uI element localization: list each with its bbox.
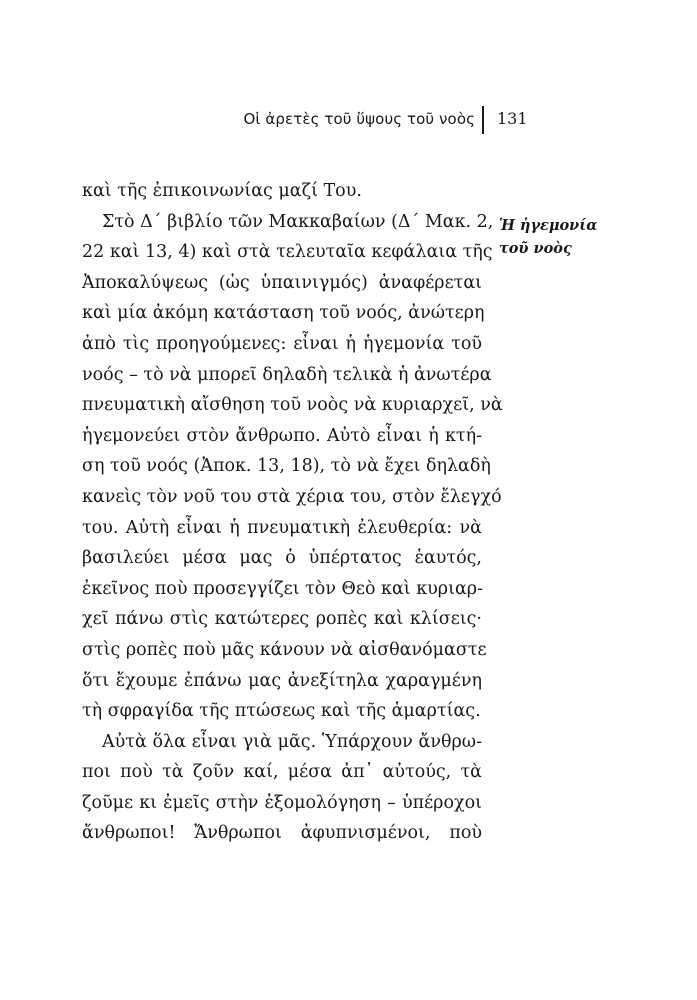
header-divider: [482, 106, 484, 134]
text-line: Στὸ Δ΄ βιβλίο τῶν Μακκαβαίων (Δ΄ Μακ. 2,: [102, 211, 494, 232]
text-line: ἐκεῖνος ποὺ προσεγγίζει τὸν Θεὸ καὶ κυριαρ-: [82, 578, 483, 599]
text-line: στὶς ροπὲς ποὺ μᾶς κάνουν νὰ αἰσθανόμαστε: [82, 639, 487, 660]
text-line: ἡγεμονεύει στὸν ἄνθρωπο. Αὐτὸ εἶναι ἡ κτή-: [82, 425, 482, 446]
text-line: Ἀποκαλύψεως (ὡς ὑπαινιγμός) ἀναφέρεται: [82, 272, 482, 293]
margin-note: [499, 214, 597, 260]
text-line: ὅτι ἔχουμε ἐπάνω μας ἀνεξίτηλα χαραγμένη: [82, 670, 482, 691]
text-line: καὶ τῆς ἐπικοινωνίας μαζί Του.: [82, 181, 362, 201]
running-title: Οἱ ἀρετὲς τοῦ ὕψους τοῦ νοὸς: [243, 110, 475, 128]
text-line: βασιλεύει μέσα μας ὁ ὑπέρτατος ἑαυτός,: [82, 548, 482, 569]
body-text: [82, 176, 503, 849]
text-line: πνευματικὴ αἴσθηση τοῦ νοὸς νὰ κυριαρχεῖ, νὰ: [82, 395, 503, 416]
text-line: ἀπὸ τὶς προηγούμενες: εἶναι ἡ ἡγεμονία τοῦ: [82, 333, 482, 354]
text-line: του. Αὐτὴ εἶναι ἡ πνευματικὴ ἐλευθερία: νὰ: [82, 517, 482, 538]
text-line: χεῖ πάνω στὶς κατώτερες ροπὲς καὶ κλίσεις·: [82, 609, 482, 630]
text-line: κανεὶς τὸν νοῦ του στὰ χέρια του, στὸν ἔλεγχό: [82, 486, 502, 507]
running-header: [0, 106, 697, 136]
text-line: ποι ποὺ τὰ ζοῦν καί, μέσα ἀπ᾽ αὐτούς, τὰ: [82, 762, 482, 783]
text-line: καὶ μία ἀκόμη κατάσταση τοῦ νοός, ἀνώτερη: [82, 303, 485, 324]
text-line: νοός – τὸ νὰ μπορεῖ δηλαδὴ τελικὰ ἡ ἀνωτέρα: [82, 364, 492, 385]
text-line: 22 καὶ 13, 4) καὶ στὰ τελευταῖα κεφάλαια τῆς: [82, 242, 493, 263]
text-line: τὴ σφραγίδα τῆς πτώσεως καὶ τῆς ἁμαρτίας.: [82, 701, 481, 722]
text-line: ση τοῦ νοός (Ἀποκ. 13, 18), τὸ νὰ ἔχει δηλαδὴ: [82, 456, 491, 477]
margin-note-line: τοῦ νοὸς: [499, 240, 572, 257]
text-line: ζοῦμε κι ἐμεῖς στὴν ἐξομολόγηση – ὑπέροχοι: [82, 792, 482, 813]
page-number: 131: [497, 109, 528, 128]
margin-note-line: Ἡ ἡγεμονία: [499, 217, 598, 234]
text-line: ἄνθρωποι! Ἄνθρωποι ἀφυπνισμένοι, ποὺ: [82, 823, 482, 844]
text-line: Αὐτὰ ὅλα εἶναι γιὰ μᾶς. Ὑπάρχουν ἄνθρω-: [102, 731, 482, 752]
